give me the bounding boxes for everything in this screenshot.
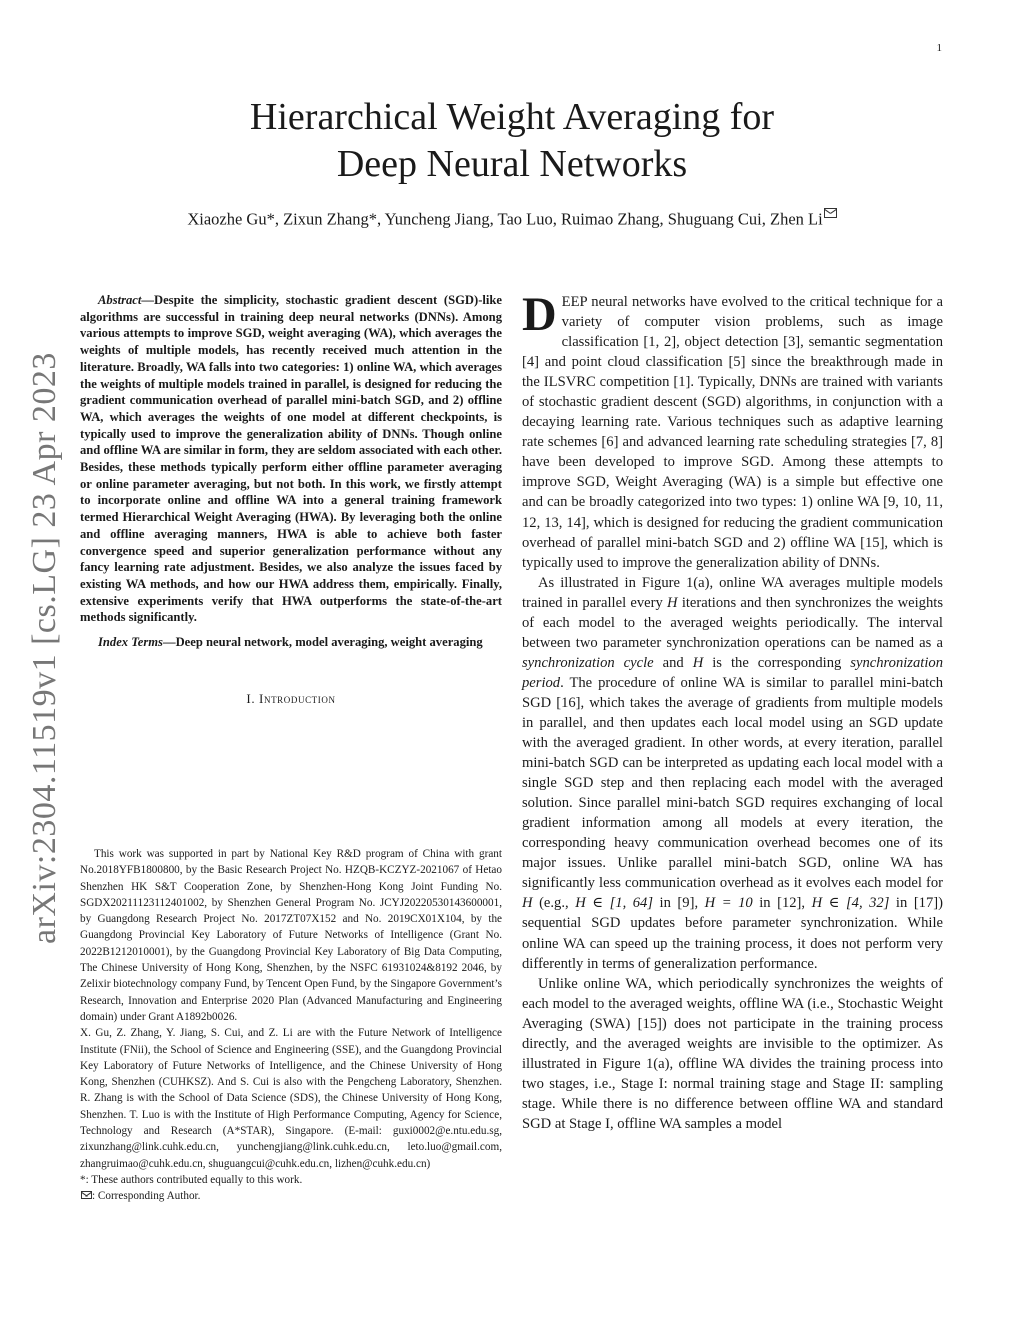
text-run: is the corresponding <box>703 654 851 671</box>
text-run: iterations and then synchronizes the weights of each model to the averaged weights periodically. The interval between two parameter synchronization operations can be named as a <box>522 594 943 651</box>
text-run: in [12], <box>752 895 812 912</box>
abstract-text: —Despite the simplicity, stochastic gradient descent (SGD)-like algorithms are successful in training deep neural networks (DNNs). Among various attempts to improve SGD, weight averaging (WA), which averages the weights of multiple models, has recently received much attention in the literature. Broadly, WA falls into two categories: 1) online WA, which averages the weights of multiple models trained in parallel, is designed for reducing the gradient communication overhead of parallel mini-batch SGD, and 2) offline WA, which averages the weights of one model at different checkpoints, is typically used to improve the generalization ability of DNNs. Though online and offline WA are similar in form, they are seldom associated with each other. Besides, these methods typically perform either offline parameter averaging or online parameter averaging, but not both. In this work, we firstly attempt to incorporate online and offline WA into a general training framework termed Hierarchical Weight Averaging (HWA). By leveraging both the online and offline averaging manners, HWA is able to achieve both faster convergence speed and superior generalization performance without any fancy learning rate adjustment. Besides, we also analyze the issues faced by existing WA methods, and how our HWA address them, empirically. Finally, extensive experiments verify that HWA outperforms the state-of-the-art methods significantly. <box>80 293 502 625</box>
title-line-1: Hierarchical Weight Averaging for <box>249 96 775 138</box>
index-terms-label: Index Terms <box>98 635 163 650</box>
drop-cap: D <box>522 288 557 341</box>
footnote-corresponding-text: : Corresponding Author. <box>92 1190 201 1203</box>
intro-paragraph-3: Unlike online WA, which periodically synchronizes the weights of each model to the averaged weights, offline WA (i.e., Stochastic Weight Averaging (SWA) [15]) does not participate in the training process directly, and the averaged weights are invisible to the optimizer. As illustrated in Figure 1(a), offline WA divides the training process into two stages, i.e., Stage I: normal training stage and Stage II: sampling stage. While there is no difference between offline WA and standard SGD at Stage I, offline WA samples a model <box>522 975 943 1132</box>
abstract-label: Abstract <box>98 293 142 307</box>
footnote-block <box>80 846 502 1205</box>
title-line-2: Deep Neural Networks <box>336 143 688 185</box>
text-run: As illustrated in Figure 1(a), online WA averages multiple models trained in parallel every <box>522 574 943 611</box>
footnote-corresponding <box>80 1188 502 1204</box>
math-expression: H ∈ [4, 32] <box>811 895 890 912</box>
authors-text: Xiaozhe Gu*, Zixun Zhang*, Yuncheng Jiang, Tao Luo, Ruimao Zhang, Shuguang Cui, Zhen Li <box>187 209 823 229</box>
text-run: and <box>653 654 693 671</box>
term-synchronization-cycle: synchronization cycle <box>522 654 654 671</box>
left-column <box>80 292 502 707</box>
paper-title <box>0 94 1024 188</box>
footnote-affiliations: X. Gu, Z. Zhang, Y. Jiang, S. Cui, and Z. Li are with the Future Network of Intelligence Institute (FNii), the School of Science and Engineering (SSE), and the Guangdong Provincial Key Laboratory of Future Networks of Intelligence, and the Chinese University of Hong Kong, Shenzhen (CUHKSZ). And S. Cui is also with the Pengcheng Laboratory, Shenzhen. R. Zhang is with the School of Data Science (SDS), the Chinese University of Hong Kong, Shenzhen. T. Luo is with the Institute of High Performance Computing, Agency for Science, Technology and Research (A*STAR), Singapore. (E-mail: guxi0002@e.ntu.edu.sg, zixunzhang@link.cuhk.edu.cn, yunchengjiang@link.cuhk.edu.cn, leto.luo@gmail.com, zhangruimao@cuhk.edu.cn, shuguangcui@cuhk.edu.cn, lizhen@cuhk.edu.cn) <box>80 1027 502 1170</box>
index-terms-text: —Deep neural network, model averaging, weight averaging <box>162 635 483 650</box>
math-symbol: H <box>692 654 704 671</box>
intro-paragraph-1-text: EEP neural networks have evolved to the critical technique for a variety of computer vision problems, such as image classification [1, 2], object detection [3], semantic segmentation [4] and point cloud classification [5] since the breakthrough made in the ILSVRC competition [1]. Typically, DNNs are trained with variants of stochastic gradient descent (SGD) algorithms, in conjunction with a decaying learning rate. Various techniques such as adaptive learning rate schemes [6] and advanced learning rate scheduling strategies [7, 8] have been developed to improve SGD. Among these attempts to improve SGD, Weight Averaging (WA) is a simple but effective one and can be broadly categorized into two types: 1) online WA [9, 10, 11, 12, 13, 14], which is designed for reducing the gradient communication overhead of parallel mini-batch SGD and 2) offline WA [15], which is typically used to improve the generalization ability of DNNs. <box>522 294 943 571</box>
author-list <box>0 208 1024 230</box>
right-column <box>522 288 943 1134</box>
text-run: (e.g., <box>532 895 576 912</box>
section-heading-introduction: I. Introduction <box>246 690 336 706</box>
index-terms <box>80 634 502 651</box>
abstract <box>80 292 502 626</box>
envelope-icon <box>824 208 837 218</box>
text-run: in [9], <box>653 895 705 912</box>
text-run: in [17]) sequential SGD updates before parameter synchronization. While online WA can speed up the training process, it does not perform very differently in terms of generalization performance. <box>522 895 943 972</box>
text-run: . The procedure of online WA is similar to parallel mini-batch SGD [16], which takes the average of gradients from multiple models in parallel, and then updates each local model using an SGD update with the averaged gradient. In other words, at every iteration, parallel mini-batch SGD can be interpreted as updating each local model with a single SGD step and then replacing each model with the averaged solution. Since parallel mini-batch SGD requires exchanging of local gradient information among all models at every iteration, the corresponding heavy communication overhead becomes one of its major issues. Unlike parallel mini-batch SGD, online WA has significantly less communication overhead as it evolves each model for <box>522 674 943 892</box>
math-expression: H ∈ [1, 64] <box>575 895 654 912</box>
math-symbol: H <box>522 895 533 912</box>
math-expression: H = 10 <box>704 895 753 912</box>
footnote-equal-contribution: *: These authors contributed equally to this work. <box>80 1173 303 1186</box>
arxiv-stamp: arXiv:2304.11519v1 [cs.LG] 23 Apr 2023 <box>26 352 63 944</box>
intro-paragraph-2 <box>522 573 943 974</box>
page-number: 1 <box>936 42 942 54</box>
intro-paragraph-1 <box>522 288 943 573</box>
math-symbol: H <box>667 594 678 611</box>
footnote-funding: This work was supported in part by National Key R&D program of China with grant No.2018YFB1800800, by the Basic Research Project No. HZQB-KCZYZ-2021067 of Hetao Shenzhen HK S&T Cooperation Zone, by Shenzhen-Hong Kong Joint Funding No. SGDX20211123112401002, by Shenzhen General Program No. JCYJ20220530143600001, by Guangdong Research Project No. 2017ZT07X152 and No. 2019CX01X104, by the Guangdong Provincial Key Laboratory of Future Networks of Intelligence (Grant No. 2022B1212010001), by the Guangdong Provincial Key Laboratory of Big Data Computing, The Chinese University of Hong Kong, Shenzhen, by the NSFC 61931024&8192 2046, by Zelixir biotechnology company Fund, by Tencent Open Fund, by the Singapore Government’s Research, Innovation and Enterprise 2020 Plan (Advanced Manufacturing and Engineering domain) under Grant A1892b0026. <box>80 848 502 1023</box>
envelope-icon <box>81 1191 92 1199</box>
term-synchronization-period: synchronization period <box>522 654 943 691</box>
